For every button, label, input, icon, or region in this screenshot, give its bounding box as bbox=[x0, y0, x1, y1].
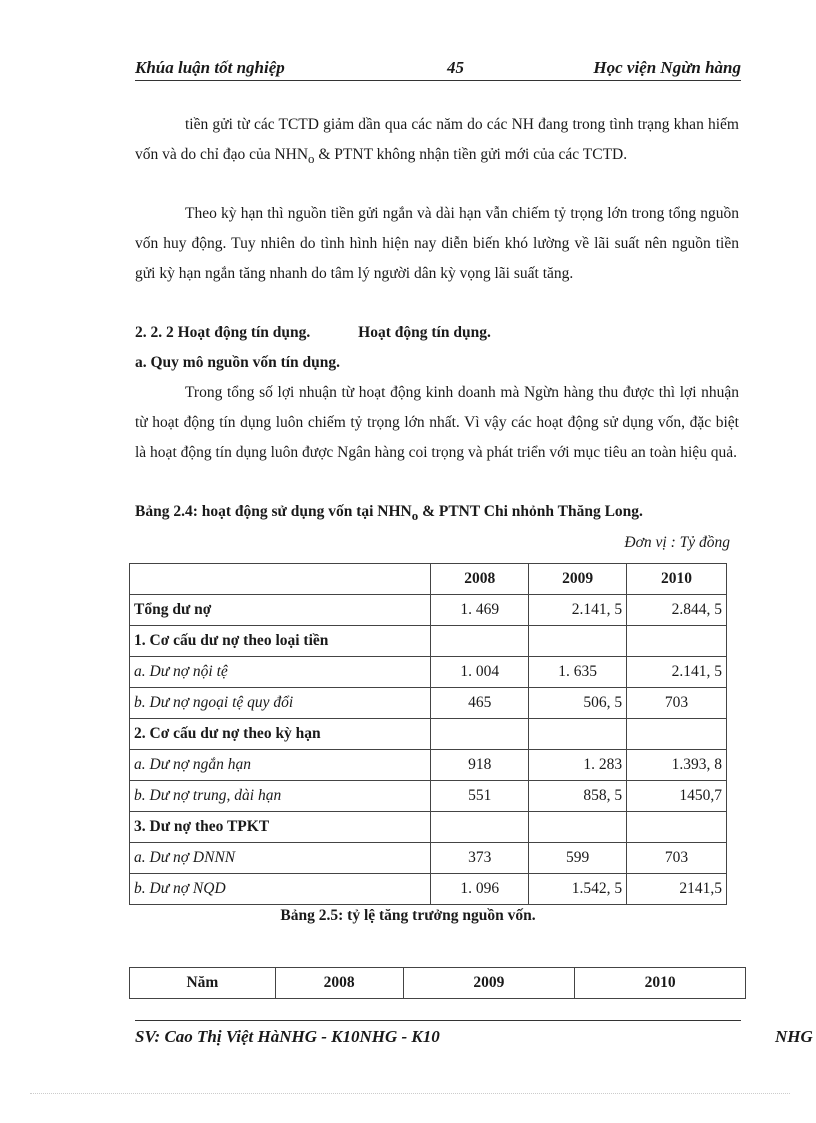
cell: 1. 469 bbox=[431, 595, 529, 626]
table2-caption: Bảng 2.5: tỷ lệ tăng trưởng nguồn vốn. bbox=[280, 907, 536, 924]
row-label: 3. Dư nợ theo TPKT bbox=[130, 812, 431, 843]
table-capital-growth bbox=[129, 967, 746, 999]
header-empty bbox=[130, 564, 431, 595]
cell bbox=[627, 626, 727, 657]
row-label: b. Dư nợ ngoại tệ quy đổi bbox=[130, 688, 431, 719]
header-institution: Học viện Ngừn hàng bbox=[593, 58, 741, 77]
page-header bbox=[135, 58, 741, 81]
cell: 2.141, 5 bbox=[627, 657, 727, 688]
row-label: a. Dư nợ nội tệ bbox=[130, 657, 431, 688]
cell bbox=[627, 719, 727, 750]
cell: 2.141, 5 bbox=[529, 595, 627, 626]
cell: 858, 5 bbox=[529, 781, 627, 812]
header-year: 2010 bbox=[627, 564, 727, 595]
table1-caption-sub: o bbox=[411, 508, 419, 524]
header-cell: 2009 bbox=[403, 968, 575, 999]
cell: 1. 283 bbox=[529, 750, 627, 781]
header-cell: Năm bbox=[130, 968, 276, 999]
row-label: b. Dư nợ trung, dài hạn bbox=[130, 781, 431, 812]
header-year: 2009 bbox=[529, 564, 627, 595]
paragraph-1-end: & PTNT không nhận tiền gửi mới của các TCTD. bbox=[314, 146, 628, 163]
cell: 2.844, 5 bbox=[627, 595, 727, 626]
cell bbox=[529, 626, 627, 657]
cell: 373 bbox=[431, 843, 529, 874]
row-label: a. Dư nợ DNNN bbox=[130, 843, 431, 874]
table-row bbox=[130, 626, 727, 657]
footer-code: NHG bbox=[775, 1027, 813, 1046]
table-credit-usage bbox=[129, 563, 727, 905]
table-row bbox=[130, 688, 727, 719]
row-label: Tổng dư nợ bbox=[130, 595, 431, 626]
cell: 918 bbox=[431, 750, 529, 781]
table-row bbox=[130, 595, 727, 626]
subsection-heading: a. Quy mô nguồn vốn tín dụng. bbox=[135, 354, 341, 371]
cell bbox=[431, 719, 529, 750]
cell: 2141,5 bbox=[627, 874, 727, 905]
row-label: b. Dư nợ NQD bbox=[130, 874, 431, 905]
row-label: 1. Cơ cấu dư nợ theo loại tiền bbox=[130, 626, 431, 657]
paragraph-1 bbox=[135, 110, 739, 174]
cell: 506, 5 bbox=[529, 688, 627, 719]
cell bbox=[529, 812, 627, 843]
header-title: Khúa luận tốt nghiệp bbox=[135, 58, 285, 77]
table-header-row bbox=[130, 564, 727, 595]
table-header-row bbox=[130, 968, 746, 999]
cell bbox=[627, 812, 727, 843]
unit-label: Đơn vị : Tỷ đồng bbox=[624, 534, 730, 551]
row-label: 2. Cơ cấu dư nợ theo kỳ hạn bbox=[130, 719, 431, 750]
cell bbox=[529, 719, 627, 750]
cell: 1.393, 8 bbox=[627, 750, 727, 781]
cell: 1. 635 bbox=[529, 657, 627, 688]
table1-caption bbox=[135, 503, 643, 524]
cell: 599 bbox=[529, 843, 627, 874]
paragraph-2: Theo kỳ hạn thì nguồn tiền gửi ngắn và dài hạn vẫn chiếm tỷ trọng lớn trong tổng nguồn vốn huy động. Tuy nhiên do tình hình hiện nay diễn biến khó lường về lãi suất nên nguồn tiền gửi kỳ hạn ngắn tăng nhanh do tâm lý người dân kỳ vọng lãi suất tăng. bbox=[135, 205, 739, 282]
paragraph-1-sub: o bbox=[308, 151, 315, 167]
table-row bbox=[130, 781, 727, 812]
paragraph-3: Trong tổng số lợi nhuận từ hoạt động kinh doanh mà Ngừn hàng thu được thì lợi nhuận từ hoạt động tín dụng luôn chiếm tỷ trọng lớn nhất. Vì vậy các hoạt động sử dụng vốn, đặc biệt là hoạt động tín dụng luôn được Ngân hàng coi trọng và phát triển với mục tiêu an toàn hiệu quả. bbox=[135, 384, 739, 461]
cell: 703 bbox=[627, 843, 727, 874]
paragraph-1-text: tiền gửi từ các TCTD giảm dần qua các năm do các NH đang trong tình trạng khan hiếm vốn và do chỉ đạo của NHN bbox=[135, 116, 739, 163]
section-heading-number: 2. 2. 2 Hoạt động tín dụng. bbox=[135, 324, 311, 341]
section-heading-title: Hoạt động tín dụng. bbox=[358, 324, 491, 341]
cell: 1. 096 bbox=[431, 874, 529, 905]
footer-student: SV: Cao Thị Việt HàNHG - K10NHG - K10 bbox=[135, 1027, 440, 1046]
cell bbox=[431, 626, 529, 657]
header-year: 2008 bbox=[431, 564, 529, 595]
table-row bbox=[130, 657, 727, 688]
table-row bbox=[130, 843, 727, 874]
bottom-divider bbox=[30, 1093, 790, 1094]
table-row bbox=[130, 812, 727, 843]
cell bbox=[431, 812, 529, 843]
cell: 1.542, 5 bbox=[529, 874, 627, 905]
page-footer bbox=[135, 1020, 813, 1046]
table1-caption-end: & PTNT Chi nhỏnh Thăng Long. bbox=[418, 503, 643, 520]
cell: 1450,7 bbox=[627, 781, 727, 812]
table-row bbox=[130, 719, 727, 750]
cell: 551 bbox=[431, 781, 529, 812]
cell: 1. 004 bbox=[431, 657, 529, 688]
header-cell: 2010 bbox=[575, 968, 746, 999]
cell: 465 bbox=[431, 688, 529, 719]
table-row bbox=[130, 750, 727, 781]
table-row bbox=[130, 874, 727, 905]
table1-caption-text: Bảng 2.4: hoạt động sử dụng vốn tại NHN bbox=[135, 503, 412, 520]
section-heading bbox=[135, 324, 491, 342]
page-number: 45 bbox=[447, 58, 464, 77]
header-cell: 2008 bbox=[275, 968, 403, 999]
cell: 703 bbox=[627, 688, 727, 719]
row-label: a. Dư nợ ngắn hạn bbox=[130, 750, 431, 781]
